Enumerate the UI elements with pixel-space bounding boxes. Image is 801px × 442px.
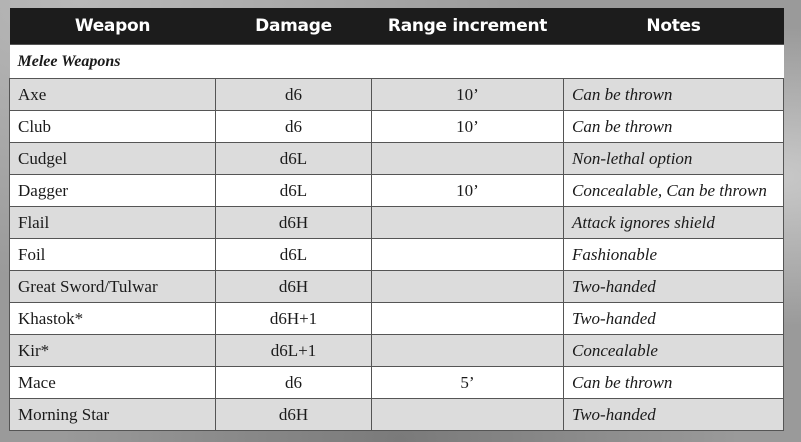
header-weapon: Weapon xyxy=(10,8,216,45)
range-cell: 10’ xyxy=(372,79,564,111)
weapons-table xyxy=(9,8,784,431)
range-cell: 10’ xyxy=(372,111,564,143)
damage-cell: d6 xyxy=(216,111,372,143)
header-range-increment: Range increment xyxy=(372,8,564,45)
weapon-cell: Mace xyxy=(10,367,216,399)
notes-cell: Two-handed xyxy=(564,303,784,335)
notes-cell: Two-handed xyxy=(564,271,784,303)
weapon-cell: Foil xyxy=(10,239,216,271)
weapon-cell: Dagger xyxy=(10,175,216,207)
damage-cell: d6L xyxy=(216,239,372,271)
notes-cell: Two-handed xyxy=(564,399,784,431)
notes-cell: Can be thrown xyxy=(564,79,784,111)
range-cell xyxy=(372,335,564,367)
weapon-cell: Cudgel xyxy=(10,143,216,175)
table-row xyxy=(10,207,784,239)
header-damage: Damage xyxy=(216,8,372,45)
damage-cell: d6H xyxy=(216,271,372,303)
damage-cell: d6H xyxy=(216,207,372,239)
damage-cell: d6L xyxy=(216,143,372,175)
range-cell: 10’ xyxy=(372,175,564,207)
table-row xyxy=(10,335,784,367)
notes-cell: Fashionable xyxy=(564,239,784,271)
damage-cell: d6H+1 xyxy=(216,303,372,335)
range-cell xyxy=(372,399,564,431)
range-cell xyxy=(372,143,564,175)
weapon-cell: Axe xyxy=(10,79,216,111)
weapon-cell: Club xyxy=(10,111,216,143)
table-row xyxy=(10,399,784,431)
weapons-table-container xyxy=(9,8,783,431)
table-row xyxy=(10,271,784,303)
notes-cell: Attack ignores shield xyxy=(564,207,784,239)
damage-cell: d6L+1 xyxy=(216,335,372,367)
range-cell xyxy=(372,303,564,335)
notes-cell: Non-lethal option xyxy=(564,143,784,175)
range-cell: 5’ xyxy=(372,367,564,399)
notes-cell: Concealable, Can be thrown xyxy=(564,175,784,207)
weapon-cell: Flail xyxy=(10,207,216,239)
table-row xyxy=(10,143,784,175)
notes-cell: Can be thrown xyxy=(564,111,784,143)
table-row xyxy=(10,111,784,143)
section-row-melee-weapons xyxy=(10,45,784,79)
range-cell xyxy=(372,239,564,271)
table-row xyxy=(10,367,784,399)
range-cell xyxy=(372,207,564,239)
damage-cell: d6L xyxy=(216,175,372,207)
notes-cell: Can be thrown xyxy=(564,367,784,399)
weapon-cell: Morning Star xyxy=(10,399,216,431)
weapon-cell: Great Sword/Tulwar xyxy=(10,271,216,303)
table-header-row xyxy=(10,8,784,45)
table-row xyxy=(10,79,784,111)
damage-cell: d6 xyxy=(216,79,372,111)
notes-cell: Concealable xyxy=(564,335,784,367)
section-title: Melee Weapons xyxy=(10,45,784,79)
table-row xyxy=(10,239,784,271)
damage-cell: d6H xyxy=(216,399,372,431)
damage-cell: d6 xyxy=(216,367,372,399)
weapon-cell: Khastok* xyxy=(10,303,216,335)
range-cell xyxy=(372,271,564,303)
header-notes: Notes xyxy=(564,8,784,45)
weapon-cell: Kir* xyxy=(10,335,216,367)
table-row xyxy=(10,175,784,207)
table-row xyxy=(10,303,784,335)
